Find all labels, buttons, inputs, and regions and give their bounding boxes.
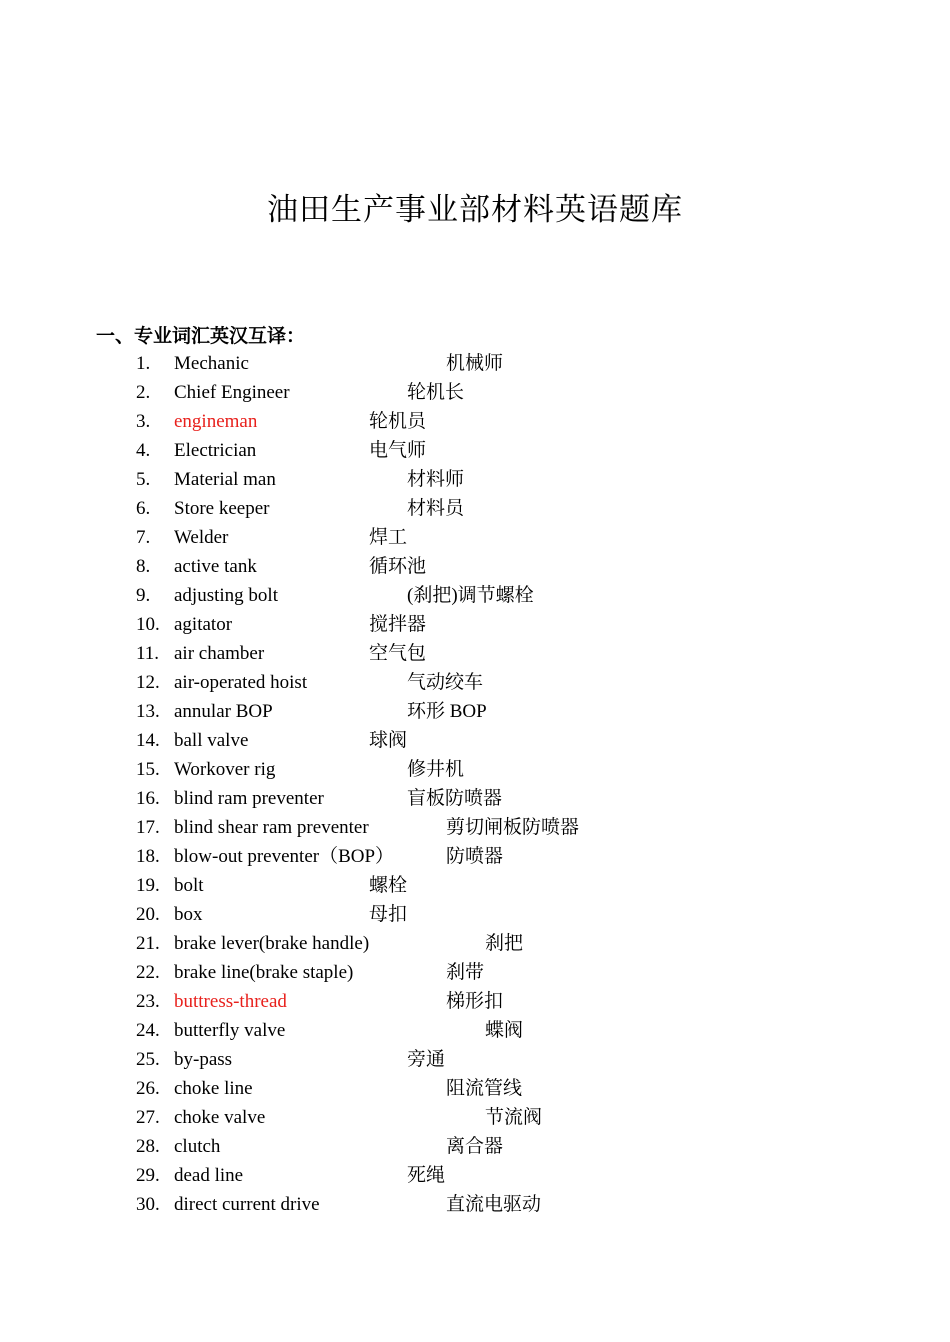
english-term: direct current drive [174, 1194, 320, 1215]
chinese-term: 节流阀 [485, 1107, 543, 1128]
english-term: agitator [174, 614, 233, 635]
english-term: blind ram preventer [174, 788, 324, 809]
english-term: air-operated hoist [174, 672, 308, 693]
item-number: 12. [136, 672, 160, 693]
item-number: 27. [136, 1107, 160, 1128]
item-number: 20. [136, 904, 160, 925]
english-term: clutch [174, 1136, 221, 1157]
chinese-term: 循环池 [369, 556, 427, 577]
chinese-term: 盲板防喷器 [407, 788, 503, 809]
item-number: 10. [136, 614, 160, 635]
english-term: buttress-thread [174, 991, 287, 1012]
item-number: 11. [136, 643, 160, 664]
english-term: engineman [174, 411, 258, 432]
item-number: 25. [136, 1049, 160, 1070]
chinese-term: 搅拌器 [369, 614, 427, 635]
item-number: 23. [136, 991, 160, 1012]
item-number: 9. [136, 585, 151, 606]
chinese-term: 轮机长 [407, 382, 465, 403]
english-term: Material man [174, 469, 276, 490]
list-item [0, 1132, 950, 1161]
page-title: 油田生产事业部材料英语题库 [267, 192, 683, 228]
english-term: bolt [174, 875, 204, 896]
english-term: by-pass [174, 1049, 233, 1070]
english-term: butterfly valve [174, 1020, 286, 1041]
chinese-term: 蝶阀 [485, 1020, 524, 1041]
list-item [0, 349, 950, 378]
english-term: Store keeper [174, 498, 270, 519]
list-item [0, 378, 950, 407]
english-term: brake lever(brake handle) [174, 933, 370, 954]
chinese-term: 螺栓 [369, 875, 408, 896]
item-number: 30. [136, 1194, 160, 1215]
chinese-term: 空气包 [369, 643, 427, 664]
list-item [0, 407, 950, 436]
list-item [0, 900, 950, 929]
list-item [0, 552, 950, 581]
item-number: 26. [136, 1078, 160, 1099]
english-term: Welder [174, 527, 229, 548]
english-term: active tank [174, 556, 257, 577]
list-item [0, 726, 950, 755]
item-number: 18. [136, 846, 160, 867]
list-item [0, 958, 950, 987]
chinese-term: 刹把 [485, 933, 524, 954]
chinese-term: 焊工 [369, 527, 408, 548]
english-term: blind shear ram preventer [174, 817, 369, 838]
chinese-term: 材料员 [407, 498, 465, 519]
item-number: 8. [136, 556, 151, 577]
list-item [0, 871, 950, 900]
item-number: 29. [136, 1165, 160, 1186]
section-heading: 一、专业词汇英汉互译： [96, 326, 306, 347]
chinese-term: 梯形扣 [446, 991, 504, 1012]
list-item [0, 523, 950, 552]
list-item [0, 842, 950, 871]
english-term: choke valve [174, 1107, 266, 1128]
list-item [0, 1074, 950, 1103]
list-item [0, 1016, 950, 1045]
item-number: 22. [136, 962, 160, 983]
chinese-term: 环形 BOP [407, 701, 487, 722]
item-number: 21. [136, 933, 160, 954]
list-item [0, 581, 950, 610]
list-item [0, 755, 950, 784]
english-term: Mechanic [174, 353, 249, 374]
english-term: Electrician [174, 440, 257, 461]
chinese-term: 修井机 [407, 759, 465, 780]
english-term: annular BOP [174, 701, 273, 722]
english-term: ball valve [174, 730, 249, 751]
list-item [0, 436, 950, 465]
chinese-term: 刹带 [446, 962, 485, 983]
list-item [0, 1103, 950, 1132]
list-item [0, 1190, 950, 1219]
english-term: choke line [174, 1078, 253, 1099]
list-item [0, 494, 950, 523]
english-term: blow-out preventer（BOP） [174, 846, 395, 867]
list-item [0, 639, 950, 668]
item-number: 14. [136, 730, 160, 751]
item-number: 6. [136, 498, 151, 519]
chinese-term: 直流电驱动 [446, 1194, 542, 1215]
list-item [0, 668, 950, 697]
item-number: 19. [136, 875, 160, 896]
english-term: adjusting bolt [174, 585, 278, 606]
list-item [0, 1045, 950, 1074]
item-number: 13. [136, 701, 160, 722]
english-term: brake line(brake staple) [174, 962, 354, 983]
chinese-term: 材料师 [407, 469, 465, 490]
chinese-term: 阻流管线 [446, 1078, 523, 1099]
item-number: 28. [136, 1136, 160, 1157]
list-item [0, 929, 950, 958]
english-term: Chief Engineer [174, 382, 290, 403]
chinese-term: 死绳 [407, 1165, 446, 1186]
chinese-term: 轮机员 [369, 411, 427, 432]
english-term: Workover rig [174, 759, 276, 780]
english-term: dead line [174, 1165, 244, 1186]
item-number: 15. [136, 759, 160, 780]
item-number: 2. [136, 382, 151, 403]
item-number: 24. [136, 1020, 160, 1041]
list-item [0, 813, 950, 842]
chinese-term: 球阀 [369, 730, 408, 751]
chinese-term: 气动绞车 [407, 672, 484, 693]
list-item [0, 784, 950, 813]
chinese-term: 电气师 [369, 440, 427, 461]
chinese-term: (刹把)调节螺栓 [407, 585, 534, 606]
list-item [0, 465, 950, 494]
list-item [0, 987, 950, 1016]
item-number: 1. [136, 353, 151, 374]
english-term: air chamber [174, 643, 265, 664]
item-number: 17. [136, 817, 160, 838]
list-item [0, 1161, 950, 1190]
chinese-term: 旁通 [407, 1049, 446, 1070]
item-number: 4. [136, 440, 151, 461]
item-number: 7. [136, 527, 151, 548]
chinese-term: 母扣 [369, 904, 408, 925]
item-number: 3. [136, 411, 151, 432]
list-item [0, 610, 950, 639]
chinese-term: 剪切闸板防喷器 [446, 817, 580, 838]
chinese-term: 机械师 [446, 353, 504, 374]
item-number: 5. [136, 469, 151, 490]
chinese-term: 防喷器 [446, 846, 504, 867]
list-item [0, 697, 950, 726]
item-number: 16. [136, 788, 160, 809]
chinese-term: 离合器 [446, 1136, 504, 1157]
english-term: box [174, 904, 203, 925]
